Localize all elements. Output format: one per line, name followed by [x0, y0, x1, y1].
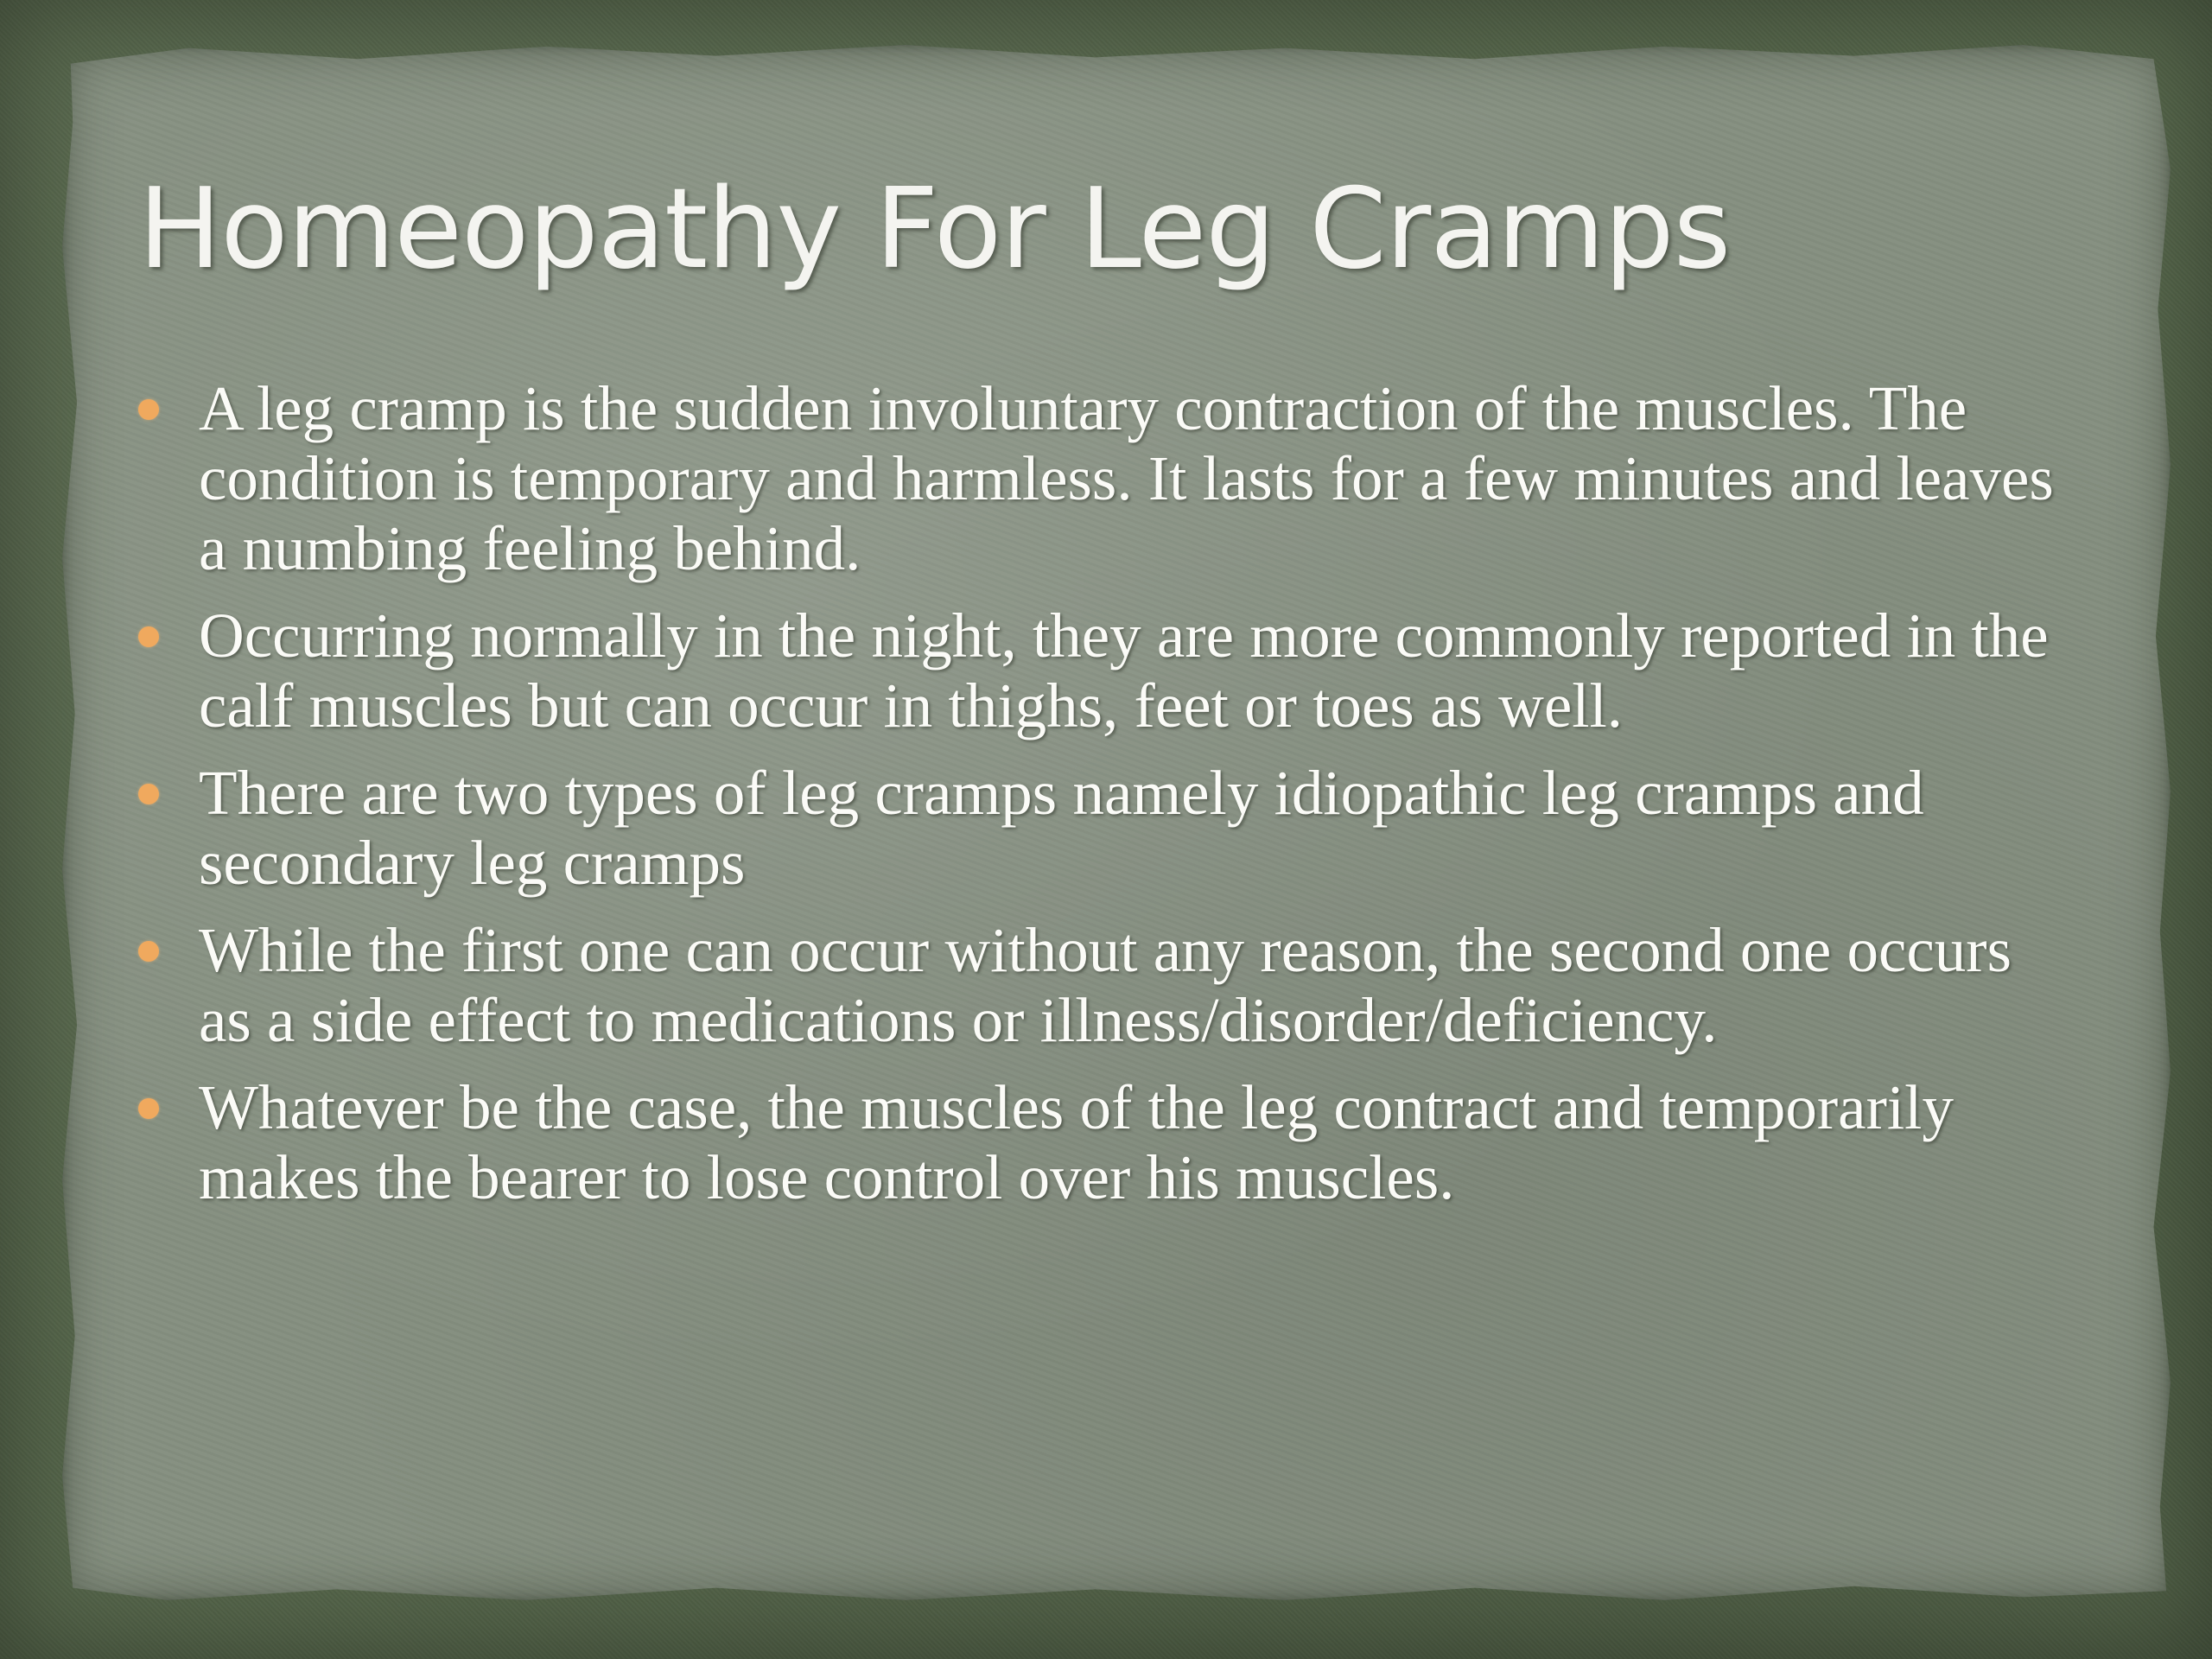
bullet-item: [138, 601, 2074, 741]
bullet-text: Occurring normally in the night, they are more commonly reported in the calf muscles but can occur in thighs, feet or toes as well.: [199, 601, 2049, 741]
bullet-item: [138, 373, 2074, 583]
bullet-text: Whatever be the case, the muscles of the leg contract and temporarily makes the bearer to lose control over his muscles.: [199, 1072, 1954, 1212]
bullet-dot-icon: [138, 626, 159, 647]
bullet-dot-icon: [138, 399, 159, 420]
slide-title: Homeopathy For Leg Cramps: [138, 165, 1731, 294]
bullet-dot-icon: [138, 784, 159, 804]
bullet-dot-icon: [138, 1098, 159, 1119]
bullet-list: [138, 373, 2074, 1230]
bullet-text: There are two types of leg cramps namely idiopathic leg cramps and secondary leg cramps: [199, 758, 1924, 898]
bullet-text: While the first one can occur without any reason, the second one occurs as a side effect to medications or illness/disorder/deficiency.: [199, 915, 2012, 1055]
bullet-dot-icon: [138, 941, 159, 962]
bullet-text: A leg cramp is the sudden involuntary contraction of the muscles. The condition is temporary and harmless. It lasts for a few minutes and leaves a numbing feeling behind.: [199, 373, 2054, 583]
bullet-item: [138, 915, 2074, 1055]
bullet-item: [138, 1072, 2074, 1212]
bullet-item: [138, 758, 2074, 898]
